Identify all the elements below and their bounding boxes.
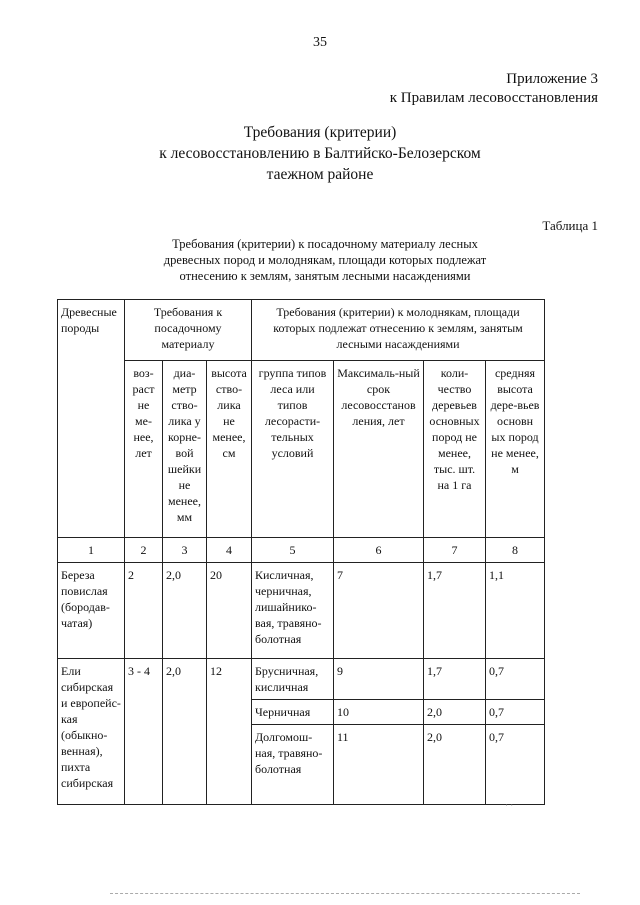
- diameter-cell: 2,0: [163, 659, 207, 805]
- term-cell: 11: [334, 725, 424, 805]
- table-caption-line-1: Требования (критерии) к посадочному материалу лесных: [172, 237, 478, 251]
- appendix-line-1: Приложение 3: [506, 71, 598, 87]
- column-number: 6: [334, 538, 424, 563]
- document-title-line-3: таежном районе: [266, 166, 374, 183]
- species-cell: Береза повислая (бородав-чатая): [58, 563, 125, 659]
- table-row: [58, 659, 545, 700]
- header-average-height: средняя высота дере-вьев основн ых пород не менее, м: [486, 361, 545, 538]
- table-caption-line-3: отнесению к землям, занятым лесными насаждениями: [179, 269, 471, 283]
- avg-height-cell: 0,7: [486, 659, 545, 700]
- forest-type-cell: Долгомош-ная, травяно-болотная: [252, 725, 334, 805]
- header-species: Древесные породы: [58, 300, 125, 538]
- height-cell: 20: [207, 563, 252, 659]
- column-number: 4: [207, 538, 252, 563]
- scan-mark: · ·: [505, 800, 514, 810]
- document-title-line-1: Требования (критерии): [243, 124, 397, 141]
- avg-height-cell: 0,7: [486, 700, 545, 725]
- table-row: [58, 563, 545, 659]
- header-young-stands: Требования (критерии) к молоднякам, площади которых подлежат отнесению к землям, занятым лесными насаждениями: [252, 300, 545, 361]
- species-cell: Ели сибирская и европейс-кая (обыкно-венная), пихта сибирская: [58, 659, 125, 805]
- count-cell: 2,0: [424, 700, 486, 725]
- age-cell: 3 - 4: [125, 659, 163, 805]
- term-cell: 9: [334, 659, 424, 700]
- header-seedling-height: высота ство-лика не менее, см: [207, 361, 252, 538]
- header-age: воз-раст не ме-нее, лет: [125, 361, 163, 538]
- height-cell: 12: [207, 659, 252, 805]
- column-number: 3: [163, 538, 207, 563]
- forest-type-cell: Черничная: [252, 700, 334, 725]
- diameter-cell: 2,0: [163, 563, 207, 659]
- appendix-line-2: к Правилам лесовосстановления: [389, 90, 598, 106]
- page-number: 35: [313, 35, 327, 50]
- table-label: Таблица 1: [542, 218, 598, 233]
- avg-height-cell: 0,7: [486, 725, 545, 805]
- count-cell: 2,0: [424, 725, 486, 805]
- term-cell: 7: [334, 563, 424, 659]
- column-number: 8: [486, 538, 545, 563]
- count-cell: 1,7: [424, 563, 486, 659]
- requirements-table: [57, 299, 545, 805]
- column-number: 2: [125, 538, 163, 563]
- page-bottom-divider: [110, 893, 580, 894]
- header-max-term: Максималь-ный срок лесовосстанов ления, лет: [334, 361, 424, 538]
- forest-type-cell: Брусничная, кисличная: [252, 659, 334, 700]
- table-caption-line-2: древесных пород и молоднякам, площади которых подлежат: [163, 253, 487, 267]
- header-forest-type: группа типов леса или типов лесорасти-тельных условий: [252, 361, 334, 538]
- column-number: 7: [424, 538, 486, 563]
- age-cell: 2: [125, 563, 163, 659]
- column-number: 1: [58, 538, 125, 563]
- column-number: 5: [252, 538, 334, 563]
- header-diameter: диа-метр ство-лика у корне-вой шейки не менее, мм: [163, 361, 207, 538]
- header-tree-count: коли-чество деревьев основных пород не менее, тыс. шт. на 1 га: [424, 361, 486, 538]
- avg-height-cell: 1,1: [486, 563, 545, 659]
- term-cell: 10: [334, 700, 424, 725]
- forest-type-cell: Кисличная, черничная, лишайнико-вая, травяно-болотная: [252, 563, 334, 659]
- count-cell: 1,7: [424, 659, 486, 700]
- document-title-line-2: к лесовосстановлению в Балтийско-Белозерском: [159, 145, 481, 162]
- header-planting-material: Требования к посадочному материалу: [125, 300, 252, 361]
